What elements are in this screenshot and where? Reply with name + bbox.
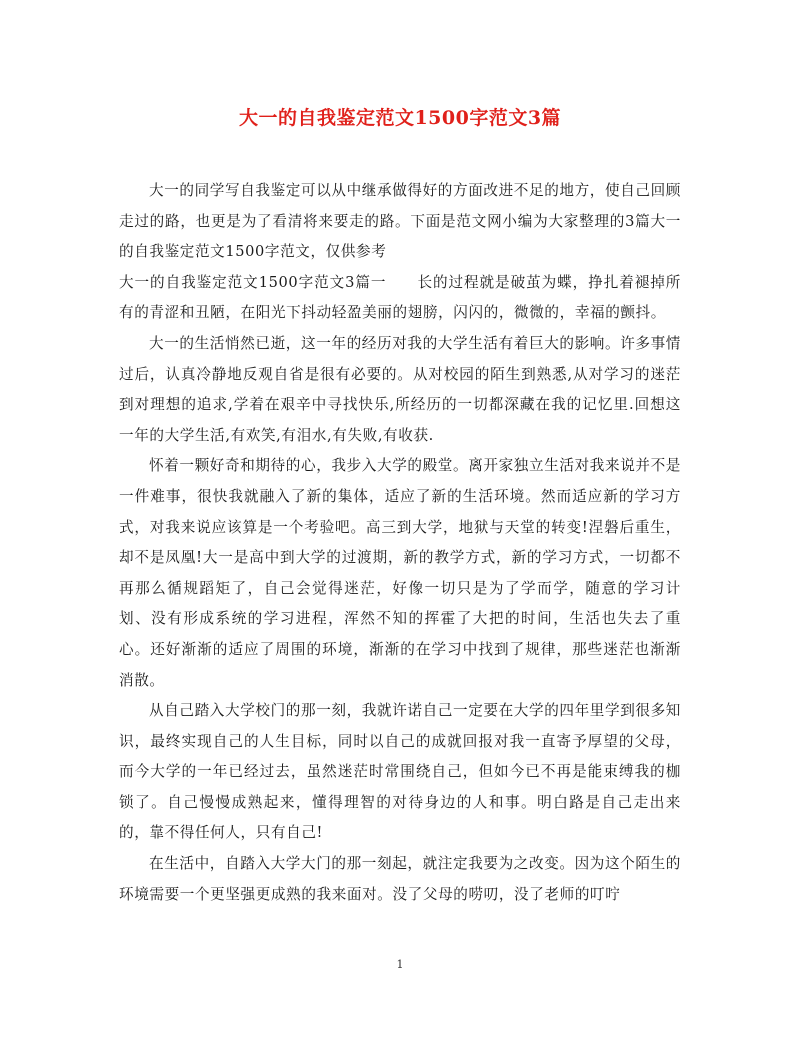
paragraph-intro: 大一的同学写自我鉴定可以从中继承做得好的方面改进不足的地方，使自己回顾走过的路，也更是为了看清将来要走的路。下面是范文网小编为大家整理的3篇大一的自我鉴定范文1500字范文，仅供参考: [119, 182, 681, 261]
document-title: 大一的自我鉴定范文1500字范文3篇: [238, 107, 562, 129]
page-number: 1: [396, 958, 404, 971]
paragraph-body-3: 从自己踏入大学校门的那一刻，我就许诺自己一定要在大学的四年里学到很多知识，最终实现自己的人生目标，同时以自己的成就回报对我一直寄予厚望的父母，而今大学的一年已经过去，虽然迷茫时常围绕自己，但如今已不再是能束缚我的枷锁了。自己慢慢成熟起来，懂得理智的对待身边的人和事。明白路是自己走出来的，靠不得任何人，只有自己!: [119, 702, 681, 842]
document-body: [119, 176, 681, 910]
paragraph-body-2: 怀着一颗好奇和期待的心，我步入大学的殿堂。离开家独立生活对我来说并不是一件难事，很快我就融入了新的集体，适应了新的生活环境。然而适应新的学习方式，对我来说应该算是一个考验吧。高三到大学，地狱与天堂的转变!涅磐后重生，却不是凤凰!大一是高中到大学的过渡期，新的教学方式，新的学习方式，一切都不再那么循规蹈矩了，自己会觉得迷茫，好像一切只是为了学而学，随意的学习计划、没有形成系统的学习进程，浑然不知的挥霍了大把的时间，生活也失去了重心。还好渐渐的适应了周围的环境，渐渐的在学习中找到了规律，那些迷茫也渐渐消散。: [119, 457, 681, 689]
paragraph-body-4: 在生活中，自踏入大学大门的那一刻起，就注定我要为之改变。因为这个陌生的环境需要一个更坚强更成熟的我来面对。没了父母的唠叨，没了老师的叮咛: [119, 855, 681, 903]
paragraph-body-1: 大一的生活悄然已逝，这一年的经历对我的大学生活有着巨大的影响。许多事情过后，认真冷静地反观自省是很有必要的。从对校园的陌生到熟悉,从对学习的迷茫到对理想的追求,学着在艰辛中寻找快乐,所经历的一切都深藏在我的记忆里.回想这一年的大学生活,有欢笑,有泪水,有失败,有收获.: [119, 334, 681, 444]
paragraph-heading-one: 大一的自我鉴定范文1500字范文3篇一 长的过程就是破茧为蝶，挣扎着褪掉所有的青涩和丑陋，在阳光下抖动轻盈美丽的翅膀，闪闪的，微微的，幸福的颤抖。: [119, 273, 681, 322]
